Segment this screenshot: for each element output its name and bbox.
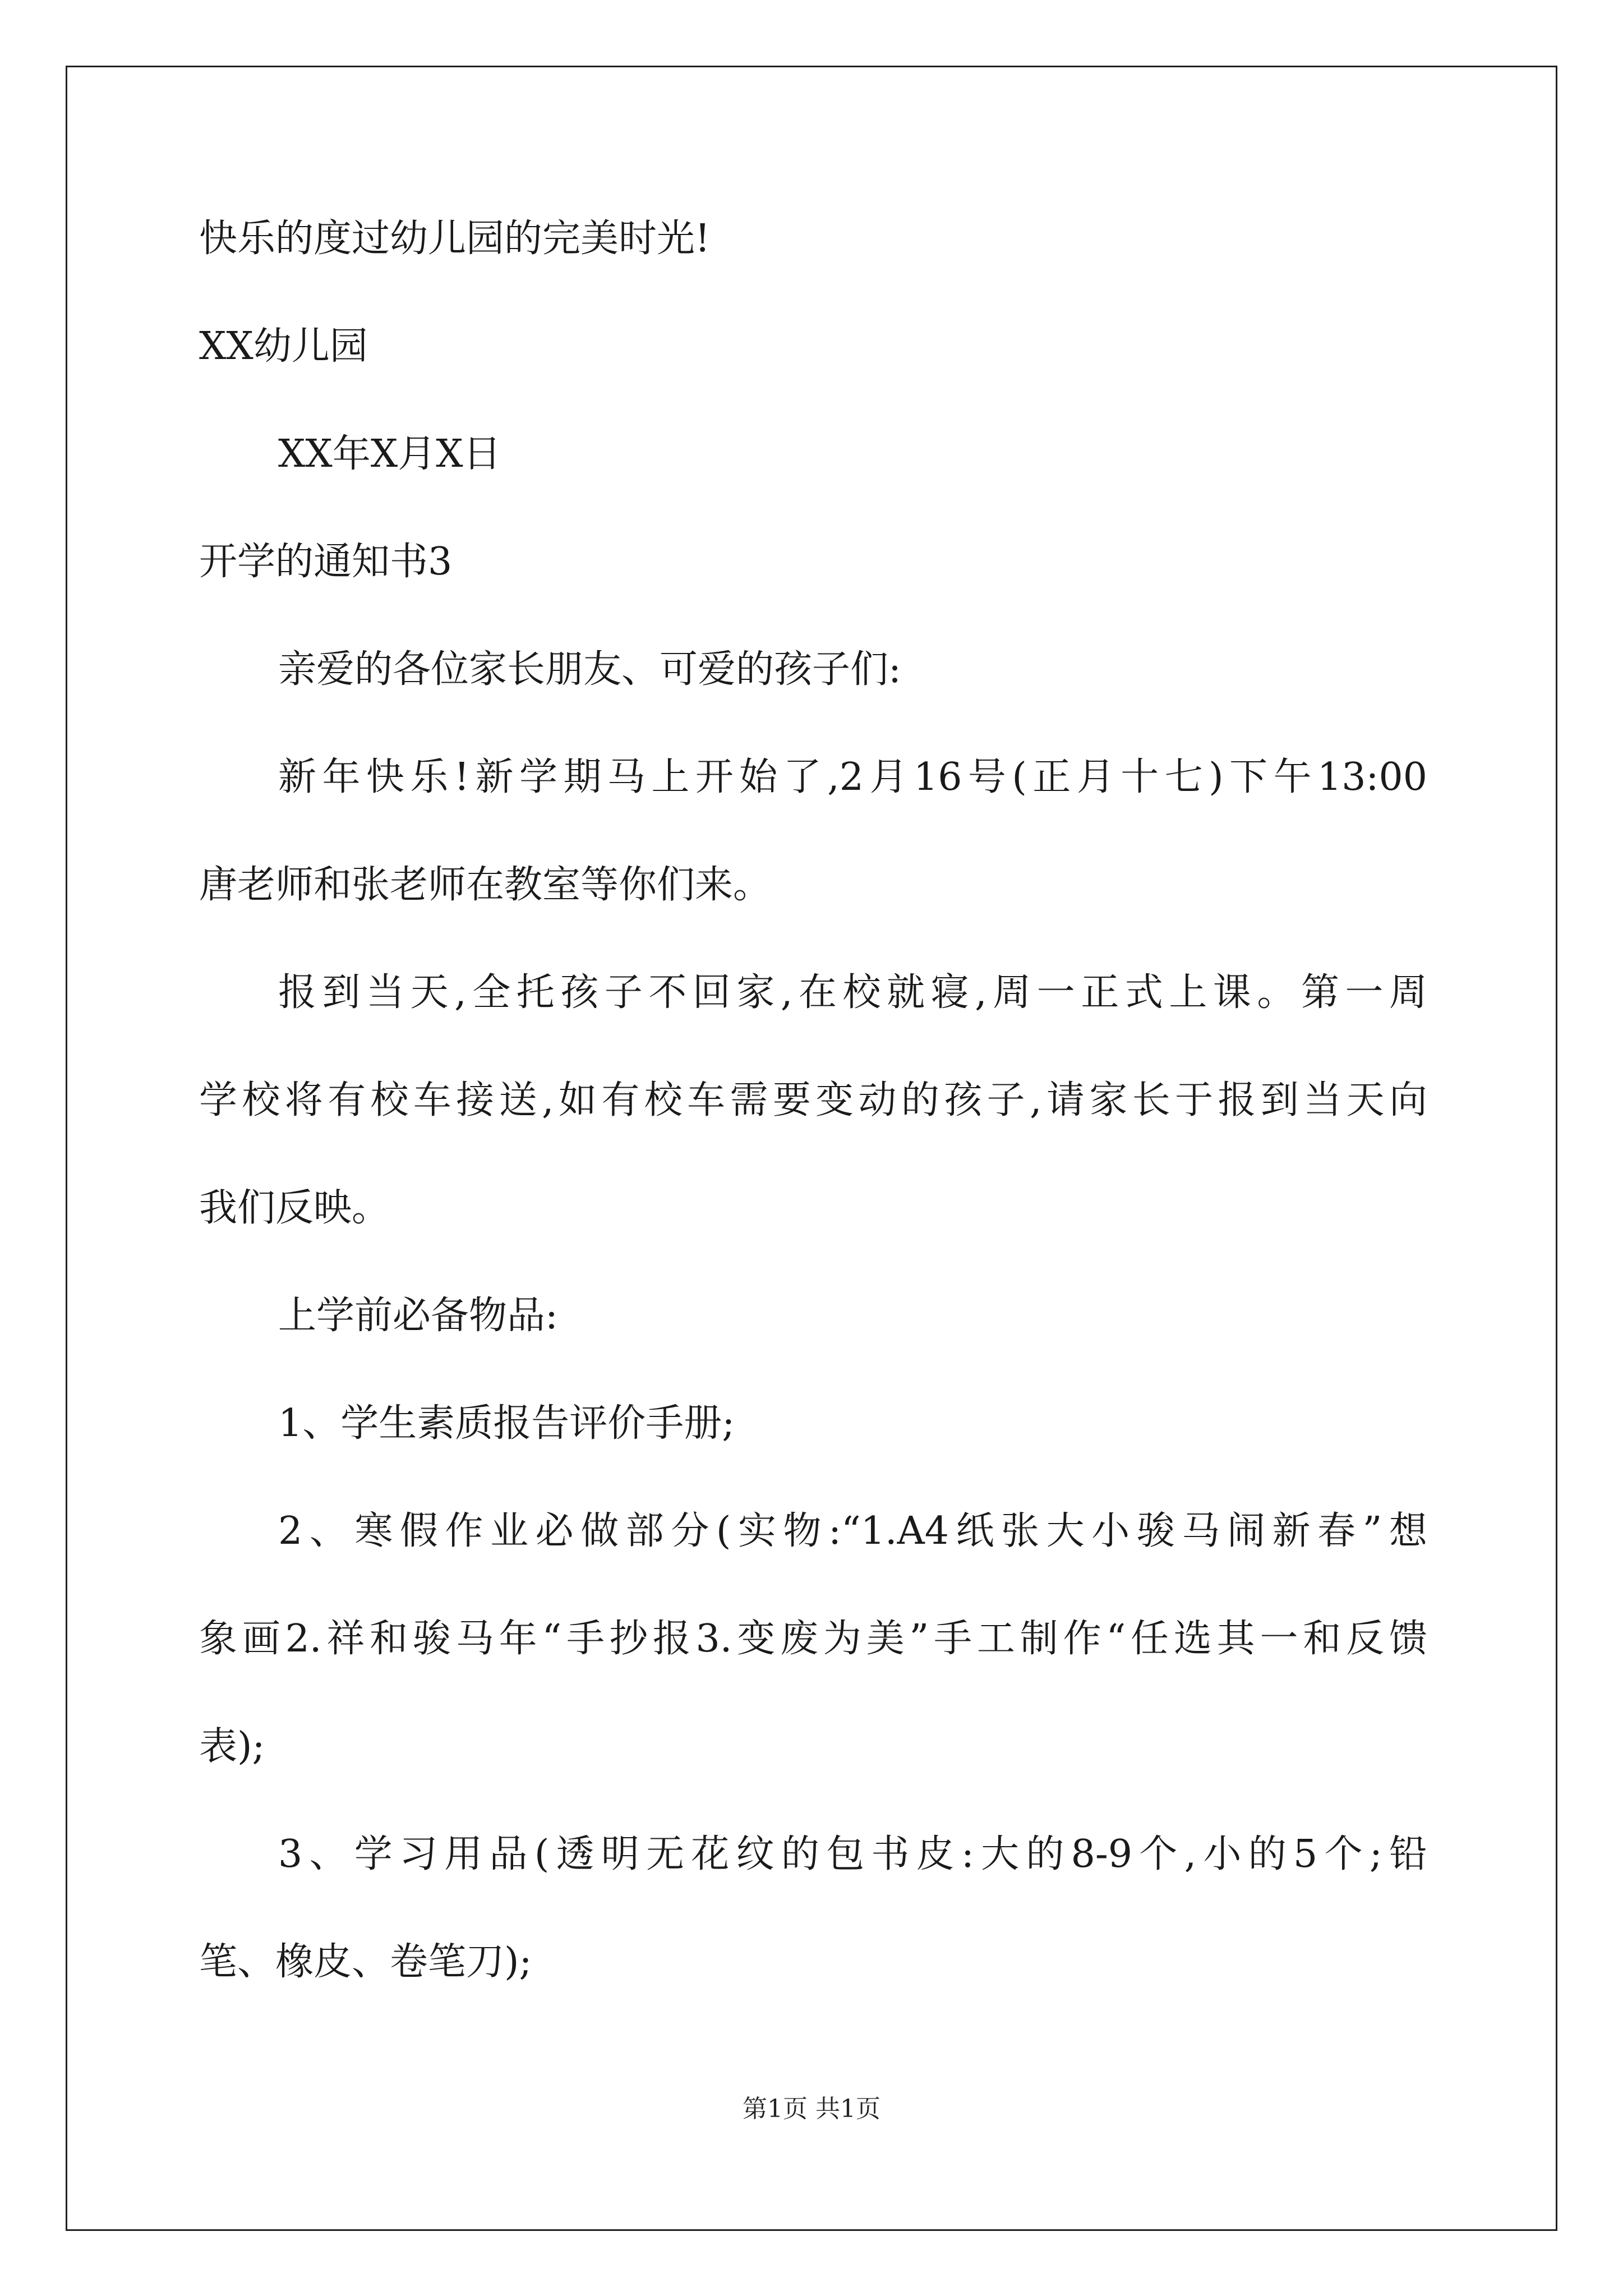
text-line: 亲爱的各位家长朋友、可爱的孩子们: xyxy=(278,647,901,692)
text-line: XX幼儿园 xyxy=(199,324,368,369)
text-line: 笔、橡皮、卷笔刀); xyxy=(199,1940,532,1984)
text-line: XX年X月X日 xyxy=(278,432,501,476)
list-item: 3、学习用品(透明无花纹的包书皮:大的8-9个,小的5个;铅 xyxy=(278,1832,1427,1876)
text-line: 报到当天,全托孩子不回家,在校就寝,周一正式上课。第一周 xyxy=(278,970,1427,1015)
text-line: 新年快乐!新学期马上开始了,2月16号(正月十七)下午13:00 xyxy=(278,755,1427,799)
text-line: 学校将有校车接送,如有校车需要变动的孩子,请家长于报到当天向 xyxy=(199,1078,1427,1122)
text-line: 我们反映。 xyxy=(199,1186,390,1230)
text-line: 唐老师和张老师在教室等你们来。 xyxy=(199,863,772,907)
text-line: 象画2.祥和骏马年“手抄报3.变废为美”手工制作“任选其一和反馈 xyxy=(199,1617,1427,1661)
text-line: 上学前必备物品: xyxy=(278,1294,558,1338)
list-item: 1、学生素质报告评价手册; xyxy=(278,1401,735,1446)
list-item: 2、寒假作业必做部分(实物:“1.A4纸张大小骏马闹新春”想 xyxy=(278,1509,1427,1553)
document-body xyxy=(199,185,1427,2016)
section-heading: 开学的通知书3 xyxy=(199,540,453,584)
text-line: 快乐的度过幼儿园的完美时光! xyxy=(199,217,711,261)
page-footer: 第1页 共1页 xyxy=(743,2095,880,2123)
text-line: 表); xyxy=(199,1724,265,1769)
